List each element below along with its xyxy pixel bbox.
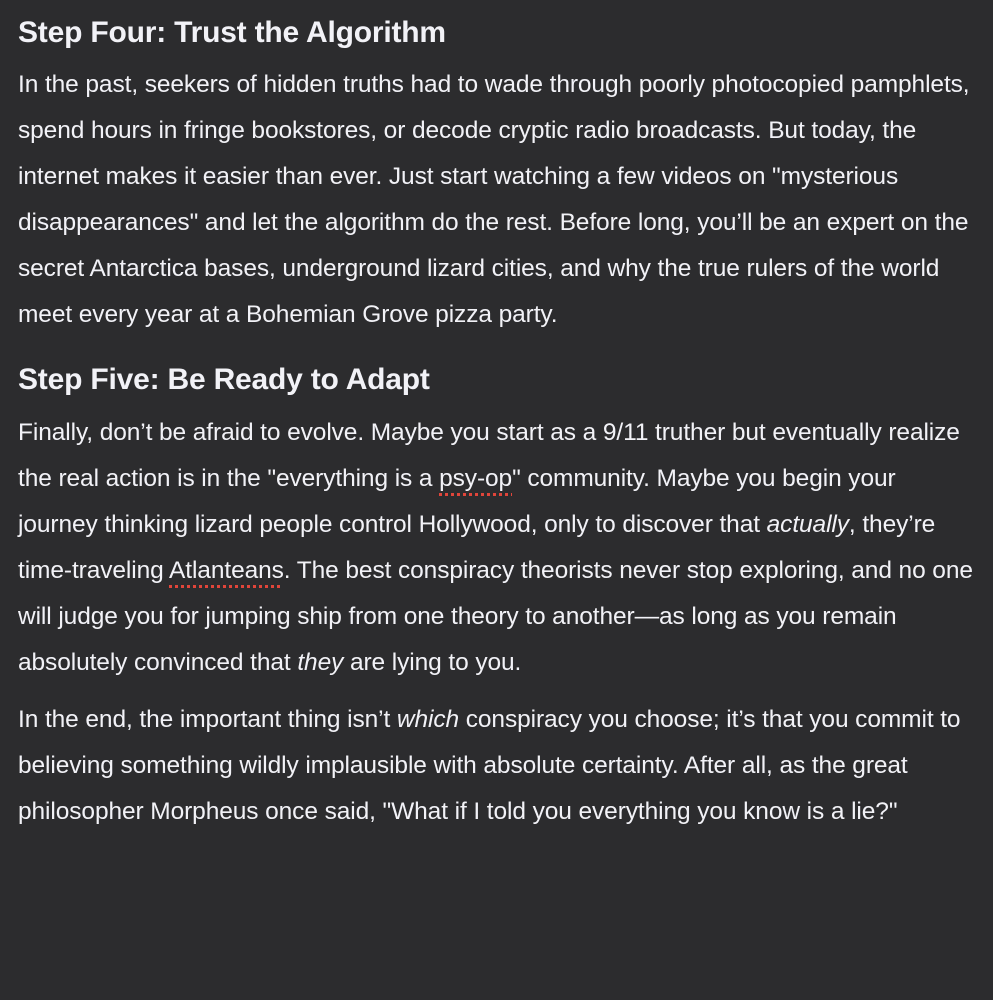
step-five-heading: Step Five: Be Ready to Adapt bbox=[18, 363, 430, 396]
text-run: Finally, don’t be afraid to evolve. Maybe you start as a 9/11 truther but eventually realize the real action is in the "everything is a bbox=[18, 419, 960, 492]
text-run: , they’re time-traveling bbox=[18, 511, 936, 584]
step-four-heading: Step Four: Trust the Algorithm bbox=[18, 16, 446, 49]
step-four-paragraph: In the past, seekers of hidden truths had to wade through poorly photocopied pamphlets, spend hours in fringe bookstores, or decode cryptic radio broadcasts. But today, the internet makes it easier than ever. Just start watching a few videos on "mysterious disappearances" and let the algorithm do the rest. Before long, you’ll be an expert on the secret Antarctica bases, underground lizard cities, and why the true rulers of the world meet every year at a Bohemian Grove pizza party. bbox=[18, 71, 970, 328]
text-run: . The best conspiracy theorists never stop exploring, and no one will judge you for jumping ship from one theory to another—as long as you remain absolutely convinced that bbox=[18, 557, 973, 676]
step-five-paragraph bbox=[18, 410, 975, 686]
italic-word-actually: actually bbox=[766, 511, 849, 538]
misspelled-word-atlanteans[interactable]: Atlanteans bbox=[169, 557, 284, 584]
italic-word-which: which bbox=[396, 706, 460, 733]
closing-paragraph bbox=[18, 697, 975, 835]
text-run: In the end, the important thing isn’t bbox=[18, 706, 397, 733]
misspelled-word-psy-op[interactable]: psy-op bbox=[439, 465, 513, 492]
text-run: " community. Maybe you begin your journey thinking lizard people control Hollywood, only to discover that bbox=[18, 465, 896, 538]
italic-word-they: they bbox=[297, 649, 344, 676]
text-run: are lying to you. bbox=[343, 649, 522, 676]
text-run: conspiracy you choose; it’s that you commit to believing something wildly implausible with absolute certainty. After all, as the great philosopher Morpheus once said, "What if I told you everything you know is a lie?" bbox=[18, 706, 961, 825]
